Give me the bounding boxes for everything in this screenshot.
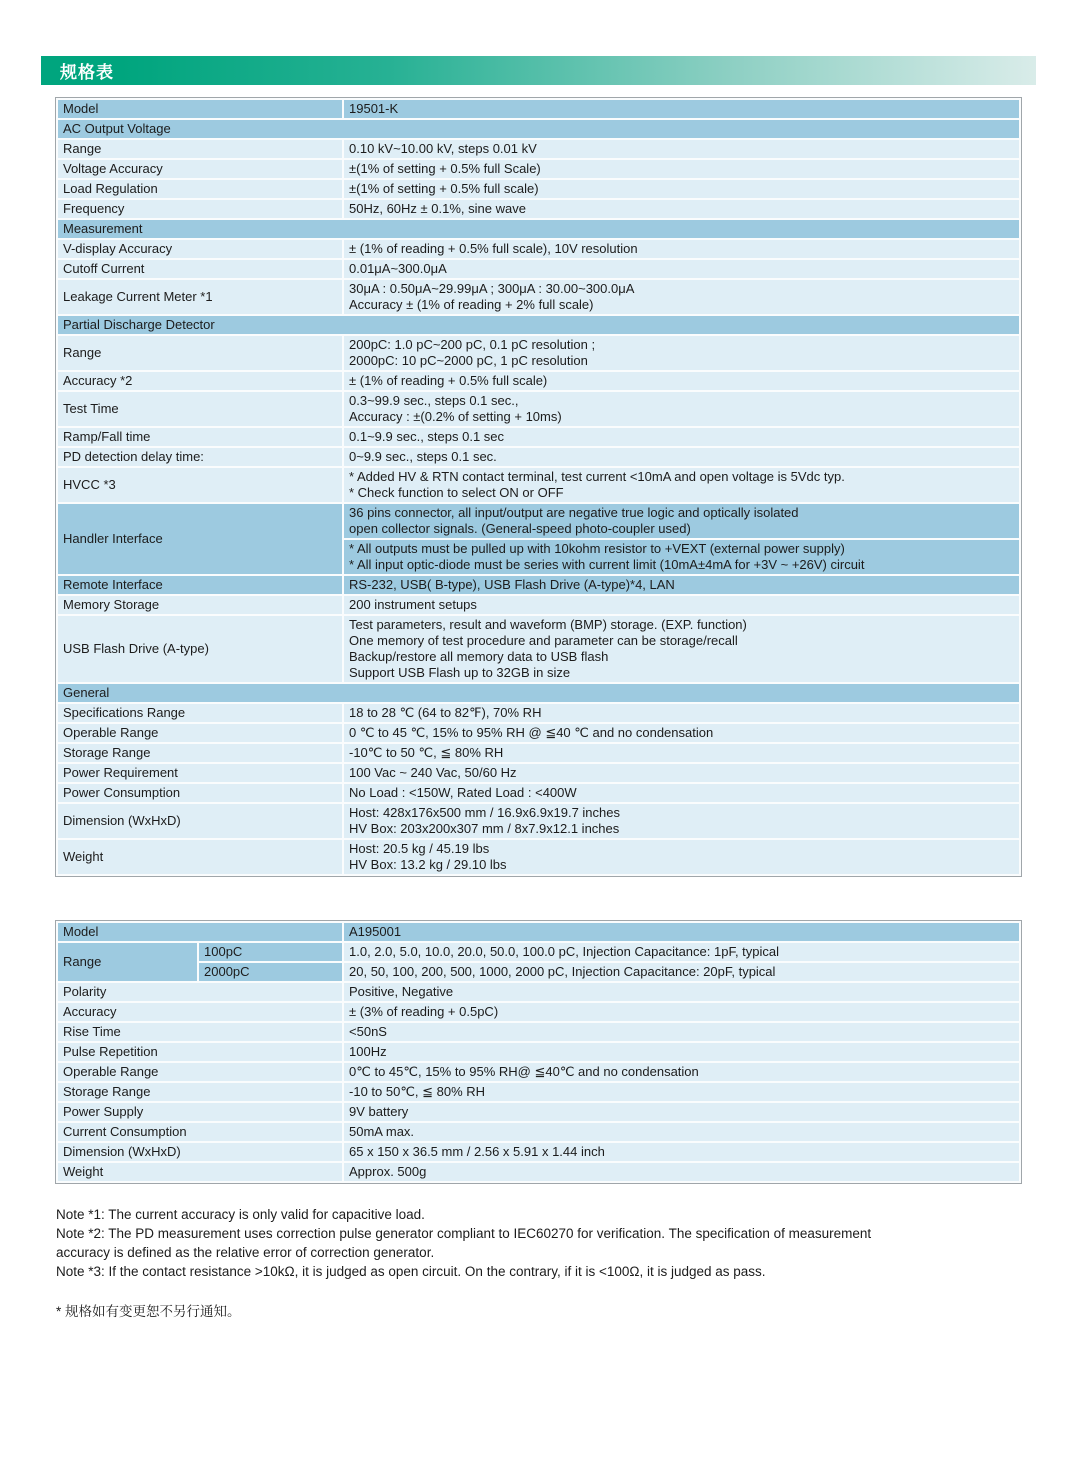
section-header-bar: [41, 56, 1036, 85]
spec-value: [343, 371, 1020, 391]
spec-label: Rise Time: [57, 1022, 343, 1042]
spec-label: Model: [57, 99, 343, 119]
spec-value: A195001: [343, 922, 1020, 942]
spec-value-line: 0.3~99.9 sec., steps 0.1 sec.,: [349, 393, 519, 408]
spec-value: [343, 259, 1020, 279]
spec-section-header: General: [57, 683, 1020, 703]
spec-value-line: Approx. 500g: [349, 1164, 427, 1179]
spec-value: [343, 1002, 1020, 1022]
spec-value-line: Backup/restore all memory data to USB flash: [349, 649, 609, 664]
spec-label: Operable Range: [57, 1062, 343, 1082]
spec-value-line: -10 to 50℃, ≦ 80% RH: [349, 1084, 486, 1099]
spec-value-line: Support USB Flash up to 32GB in size: [349, 665, 571, 680]
spec-value: [343, 335, 1020, 371]
spec-value-line: ±(1% of setting + 0.5% full scale): [349, 181, 539, 196]
spec-value-line: ± (3% of reading + 0.5pC): [349, 1004, 499, 1019]
spec-value-line: * Check function to select ON or OFF: [349, 485, 564, 500]
spec-value-line: 9V battery: [349, 1104, 409, 1119]
spec-value-line: Accuracy ± (1% of reading + 2% full scale): [349, 297, 594, 312]
spec-label: Accuracy *2: [57, 371, 343, 391]
spec-value-line: 0.01μA~300.0μA: [349, 261, 447, 276]
spec-label: Power Supply: [57, 1102, 343, 1122]
spec-value-line: 200 instrument setups: [349, 597, 477, 612]
spec-table-19501k: [56, 98, 1021, 876]
spec-label: Accuracy: [57, 1002, 343, 1022]
spec-value: [343, 615, 1020, 683]
spec-value: [343, 703, 1020, 723]
spec-value: [343, 982, 1020, 1002]
spec-sublabel: 100pC: [198, 942, 343, 962]
spec-value: [343, 179, 1020, 199]
spec-label: Dimension (WxHxD): [57, 1142, 343, 1162]
spec-label: USB Flash Drive (A-type): [57, 615, 343, 683]
spec-label: Power Consumption: [57, 783, 343, 803]
spec-value-line: One memory of test procedure and parameter can be storage/recall: [349, 633, 738, 648]
spec-value: [343, 1102, 1020, 1122]
spec-value: [343, 447, 1020, 467]
spec-value-line: Positive, Negative: [349, 984, 454, 999]
spec-value: [343, 503, 1020, 539]
spec-value-line: * All input optic-diode must be series with current limit (10mA±4mA for +3V ~ +26V) circuit: [349, 557, 865, 572]
spec-section-header: Measurement: [57, 219, 1020, 239]
page-title: 规格表: [60, 63, 114, 82]
spec-value-line: ± (1% of reading + 0.5% full scale), 10V resolution: [349, 241, 638, 256]
spec-label: Cutoff Current: [57, 259, 343, 279]
note-line: Note *3: If the contact resistance >10kΩ, it is judged as open circuit. On the contrary, if it is <100Ω, it is judged as pass.: [56, 1264, 766, 1279]
spec-value-line: Test parameters, result and waveform (BMP) storage. (EXP. function): [349, 617, 747, 632]
spec-label: PD detection delay time:: [57, 447, 343, 467]
spec-value: [343, 279, 1020, 315]
spec-value-line: open collector signals. (General-speed photo-coupler used): [349, 521, 691, 536]
spec-value: [343, 1062, 1020, 1082]
spec-value: [343, 723, 1020, 743]
spec-label: Operable Range: [57, 723, 343, 743]
spec-value: [343, 391, 1020, 427]
spec-label: Weight: [57, 1162, 343, 1182]
spec-value-line: 50mA max.: [349, 1124, 415, 1139]
note-line: Note *1: The current accuracy is only valid for capacitive load.: [56, 1207, 425, 1222]
spec-label: Load Regulation: [57, 179, 343, 199]
spec-value: [343, 575, 1020, 595]
spec-value-line: 36 pins connector, all input/output are negative true logic and optically isolated: [349, 505, 799, 520]
spec-value-line: 2000pC: 10 pC~2000 pC, 1 pC resolution: [349, 353, 588, 368]
spec-value: 19501-K: [343, 99, 1020, 119]
spec-value: [343, 763, 1020, 783]
spec-value-line: RS-232, USB( B-type), USB Flash Drive (A-type)*4, LAN: [349, 577, 675, 592]
spec-value: [343, 239, 1020, 259]
spec-label: V-display Accuracy: [57, 239, 343, 259]
spec-value-line: No Load : <150W, Rated Load : <400W: [349, 785, 577, 800]
spec-label: Range: [57, 942, 198, 982]
spec-value-line: 0~9.9 sec., steps 0.1 sec.: [349, 449, 497, 464]
spec-value-line: 0℃ to 45℃, 15% to 95% RH@ ≦40℃ and no condensation: [349, 1064, 699, 1079]
spec-value: [343, 1162, 1020, 1182]
spec-value-line: 200pC: 1.0 pC~200 pC, 0.1 pC resolution ;: [349, 337, 596, 352]
spec-value-line: 0 ℃ to 45 ℃, 15% to 95% RH @ ≦40 ℃ and no condensation: [349, 725, 714, 740]
spec-table-a195001: [56, 921, 1021, 1183]
spec-label: Model: [57, 922, 343, 942]
spec-value-line: HV Box: 203x200x307 mm / 8x7.9x12.1 inches: [349, 821, 620, 836]
spec-label: Polarity: [57, 982, 343, 1002]
spec-sublabel: 2000pC: [198, 962, 343, 982]
spec-value-line: 50Hz, 60Hz ± 0.1%, sine wave: [349, 201, 526, 216]
spec-label: Range: [57, 335, 343, 371]
spec-value-line: 20, 50, 100, 200, 500, 1000, 2000 pC, Injection Capacitance: 20pF, typical: [349, 964, 776, 979]
spec-value: [343, 1122, 1020, 1142]
spec-value-line: ±(1% of setting + 0.5% full Scale): [349, 161, 541, 176]
spec-value-line: Host: 20.5 kg / 45.19 lbs: [349, 841, 490, 856]
spec-label: Handler Interface: [57, 503, 343, 575]
note-line: Note *2: The PD measurement uses correction pulse generator compliant to IEC60270 for verification. The specification of measurement: [56, 1226, 872, 1241]
spec-value-line: 0.1~9.9 sec., steps 0.1 sec: [349, 429, 505, 444]
spec-label: Range: [57, 139, 343, 159]
spec-label: Pulse Repetition: [57, 1042, 343, 1062]
spec-value: [343, 467, 1020, 503]
spec-value-line: 100 Vac ~ 240 Vac, 50/60 Hz: [349, 765, 517, 780]
spec-table-a195001-wrapper: [55, 920, 1022, 1184]
note-line: accuracy is defined as the relative error of correction generator.: [56, 1245, 435, 1260]
spec-label: Frequency: [57, 199, 343, 219]
spec-value-line: * All outputs must be pulled up with 10kohm resistor to +VEXT (external power supply): [349, 541, 845, 556]
spec-value: [343, 803, 1020, 839]
spec-value: [343, 139, 1020, 159]
spec-label: Weight: [57, 839, 343, 875]
spec-value: [343, 1042, 1020, 1062]
spec-value-line: * Added HV & RTN contact terminal, test current <10mA and open voltage is 5Vdc typ.: [349, 469, 845, 484]
spec-label: Storage Range: [57, 743, 343, 763]
spec-value: [343, 539, 1020, 575]
spec-value-line: HV Box: 13.2 kg / 29.10 lbs: [349, 857, 507, 872]
spec-value: [343, 1022, 1020, 1042]
footnotes: [56, 1205, 1036, 1281]
spec-value-line: <50nS: [349, 1024, 387, 1039]
spec-label: Memory Storage: [57, 595, 343, 615]
spec-label: Voltage Accuracy: [57, 159, 343, 179]
spec-value: [343, 1142, 1020, 1162]
spec-value: [343, 942, 1020, 962]
spec-value: [343, 743, 1020, 763]
spec-label: Leakage Current Meter *1: [57, 279, 343, 315]
spec-value: [343, 199, 1020, 219]
spec-value-line: -10℃ to 50 ℃, ≦ 80% RH: [349, 745, 504, 760]
spec-label: HVCC *3: [57, 467, 343, 503]
spec-section-header: Partial Discharge Detector: [57, 315, 1020, 335]
spec-label: Dimension (WxHxD): [57, 803, 343, 839]
spec-label: Test Time: [57, 391, 343, 427]
spec-label: Ramp/Fall time: [57, 427, 343, 447]
spec-value-line: 65 x 150 x 36.5 mm / 2.56 x 5.91 x 1.44 inch: [349, 1144, 605, 1159]
spec-label: Specifications Range: [57, 703, 343, 723]
spec-table-19501k-wrapper: [55, 97, 1022, 877]
spec-value-line: 18 to 28 ℃ (64 to 82℉), 70% RH: [349, 705, 542, 720]
spec-label: Remote Interface: [57, 575, 343, 595]
spec-label: Current Consumption: [57, 1122, 343, 1142]
spec-value-line: 1.0, 2.0, 5.0, 10.0, 20.0, 50.0, 100.0 pC, Injection Capacitance: 1pF, typical: [349, 944, 780, 959]
spec-value: [343, 1082, 1020, 1102]
spec-value-line: 0.10 kV~10.00 kV, steps 0.01 kV: [349, 141, 537, 156]
spec-value-line: 100Hz: [349, 1044, 387, 1059]
spec-value-line: Host: 428x176x500 mm / 16.9x6.9x19.7 inches: [349, 805, 620, 820]
spec-value: [343, 783, 1020, 803]
spec-value: [343, 427, 1020, 447]
spec-value: [343, 962, 1020, 982]
spec-value-line: Accuracy : ±(0.2% of setting + 10ms): [349, 409, 562, 424]
spec-value: [343, 595, 1020, 615]
spec-value: [343, 159, 1020, 179]
spec-label: Storage Range: [57, 1082, 343, 1102]
spec-value-line: 30μA : 0.50μA~29.99μA ; 300μA : 30.00~300.0μA: [349, 281, 635, 296]
spec-change-disclaimer: * 规格如有变更恕不另行通知。: [56, 1304, 241, 1319]
spec-value: [343, 839, 1020, 875]
spec-label: Power Requirement: [57, 763, 343, 783]
spec-value-line: ± (1% of reading + 0.5% full scale): [349, 373, 548, 388]
spec-section-header: AC Output Voltage: [57, 119, 1020, 139]
